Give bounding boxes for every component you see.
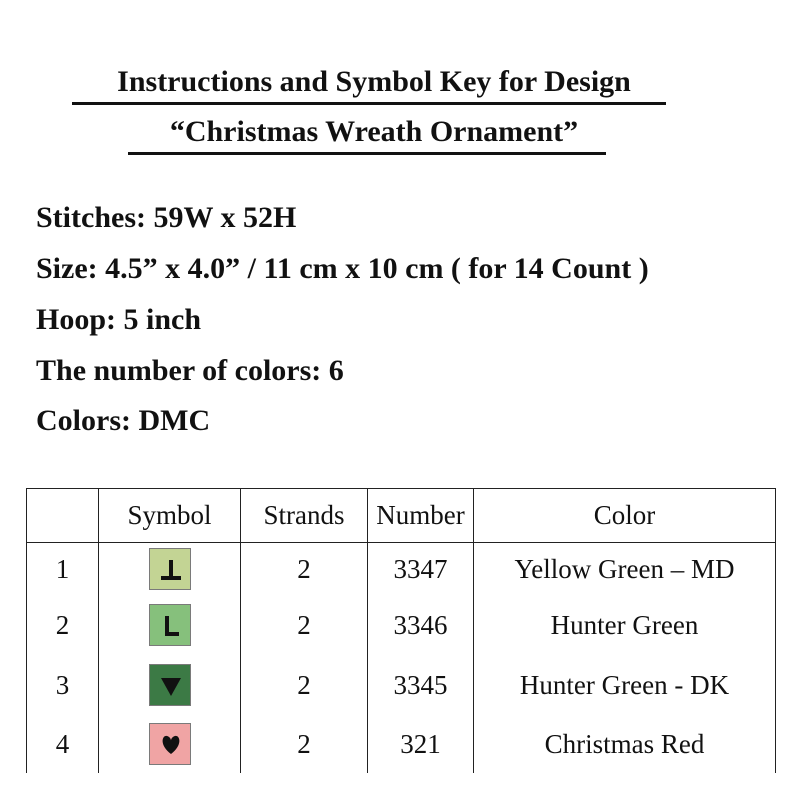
spec-size: Size: 4.5” x 4.0” / 11 cm x 10 cm ( for 14 Count ) [36,252,649,285]
title-underline-2 [128,152,606,155]
table-header-row [27,489,776,543]
symbol-key-table [26,488,776,773]
title-underline-1 [72,102,666,105]
table-row [27,543,776,596]
spec-colors: Colors: DMC [36,404,211,437]
row-symbol-cell [99,595,241,655]
heart-icon [149,723,191,765]
row-number: 321 [368,715,474,773]
table-row [27,595,776,655]
row-symbol-cell [99,715,241,773]
row-symbol-cell [99,655,241,715]
spec-hoop: Hoop: 5 inch [36,303,202,336]
l-shape-icon [149,604,191,646]
inverted-t-icon [149,548,191,590]
row-strands: 2 [241,543,368,596]
row-index: 2 [27,595,99,655]
row-number: 3347 [368,543,474,596]
header-index [27,489,99,543]
row-index: 3 [27,655,99,715]
header-color: Color [474,489,776,543]
row-index: 1 [27,543,99,596]
row-strands: 2 [241,715,368,773]
table-row [27,715,776,773]
spec-stitches: Stitches: 59W x 52H [36,201,297,234]
title-line-1: Instructions and Symbol Key for Design [117,65,631,98]
row-color: Hunter Green [474,595,776,655]
row-index: 4 [27,715,99,773]
spec-number-of-colors: The number of colors: 6 [36,354,344,387]
row-symbol-cell [99,543,241,596]
header-number: Number [368,489,474,543]
row-color: Christmas Red [474,715,776,773]
row-strands: 2 [241,595,368,655]
table-row [27,655,776,715]
row-color: Hunter Green - DK [474,655,776,715]
header-strands: Strands [241,489,368,543]
down-triangle-icon [149,664,191,706]
header-symbol: Symbol [99,489,241,543]
row-strands: 2 [241,655,368,715]
title-line-2: “Christmas Wreath Ornament” [169,115,579,148]
row-number: 3345 [368,655,474,715]
row-color: Yellow Green – MD [474,543,776,596]
row-number: 3346 [368,595,474,655]
